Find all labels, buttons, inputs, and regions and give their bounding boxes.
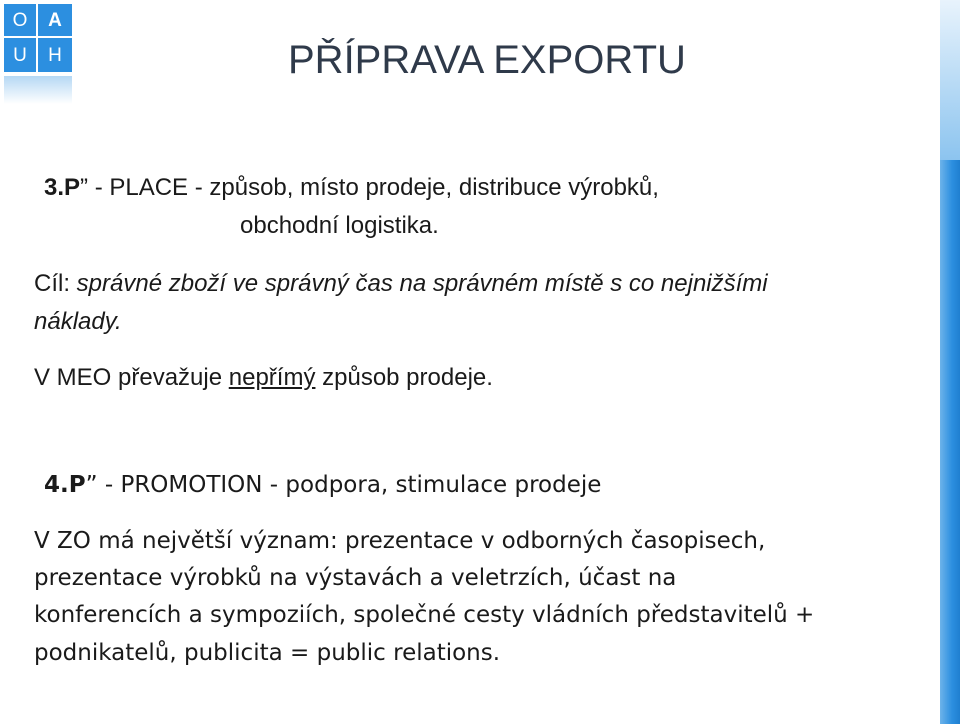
slide-title: PŘÍPRAVA EXPORTU <box>288 38 686 82</box>
logo-letter-o: O <box>4 4 38 38</box>
promotion-text: - PROMOTION - podpora, stimulace prodeje <box>97 472 602 498</box>
logo-letter-u: U <box>4 38 38 72</box>
promotion-quote: ” <box>85 472 98 498</box>
logo-letter-h: H <box>38 38 72 72</box>
zo-line-1: V ZO má největší význam: prezentace v odborných časopisech, <box>34 528 766 554</box>
meo-after: způsob prodeje. <box>315 364 493 391</box>
goal-line-1-text: správné zboží ve správný čas na správném místě s co nejnižšími <box>70 270 768 297</box>
meo-before: V MEO převažuje <box>34 364 229 391</box>
meo-underlined: nepřímý <box>228 364 316 391</box>
place-line-2: obchodní logistika. <box>240 212 439 239</box>
meo-sentence <box>34 364 493 393</box>
place-line-1-text: - PLACE - způsob, místo prodeje, distribuce výrobků, <box>88 174 659 201</box>
logo-grid <box>4 4 72 72</box>
goal-label: Cíl: <box>34 270 70 297</box>
place-number: 3.P <box>44 174 81 201</box>
logo-letter-a: A <box>38 4 72 38</box>
goal-line-1 <box>34 270 768 299</box>
promotion-heading <box>44 472 601 500</box>
logo-reflection <box>4 76 72 104</box>
place-line-1 <box>44 174 659 203</box>
zo-line-4: podnikatelů, publicita = public relations. <box>34 640 501 666</box>
promotion-number: 4.P <box>44 472 86 498</box>
goal-line-2: náklady. <box>34 308 122 335</box>
oauh-logo <box>4 4 72 104</box>
place-quote: ” <box>80 174 89 201</box>
right-accent-bar <box>940 0 960 724</box>
zo-line-3: konferencích a sympoziích, společné cesty vládních představitelů + <box>34 602 815 628</box>
zo-line-2: prezentace výrobků na výstavách a veletrzích, účast na <box>34 565 677 591</box>
